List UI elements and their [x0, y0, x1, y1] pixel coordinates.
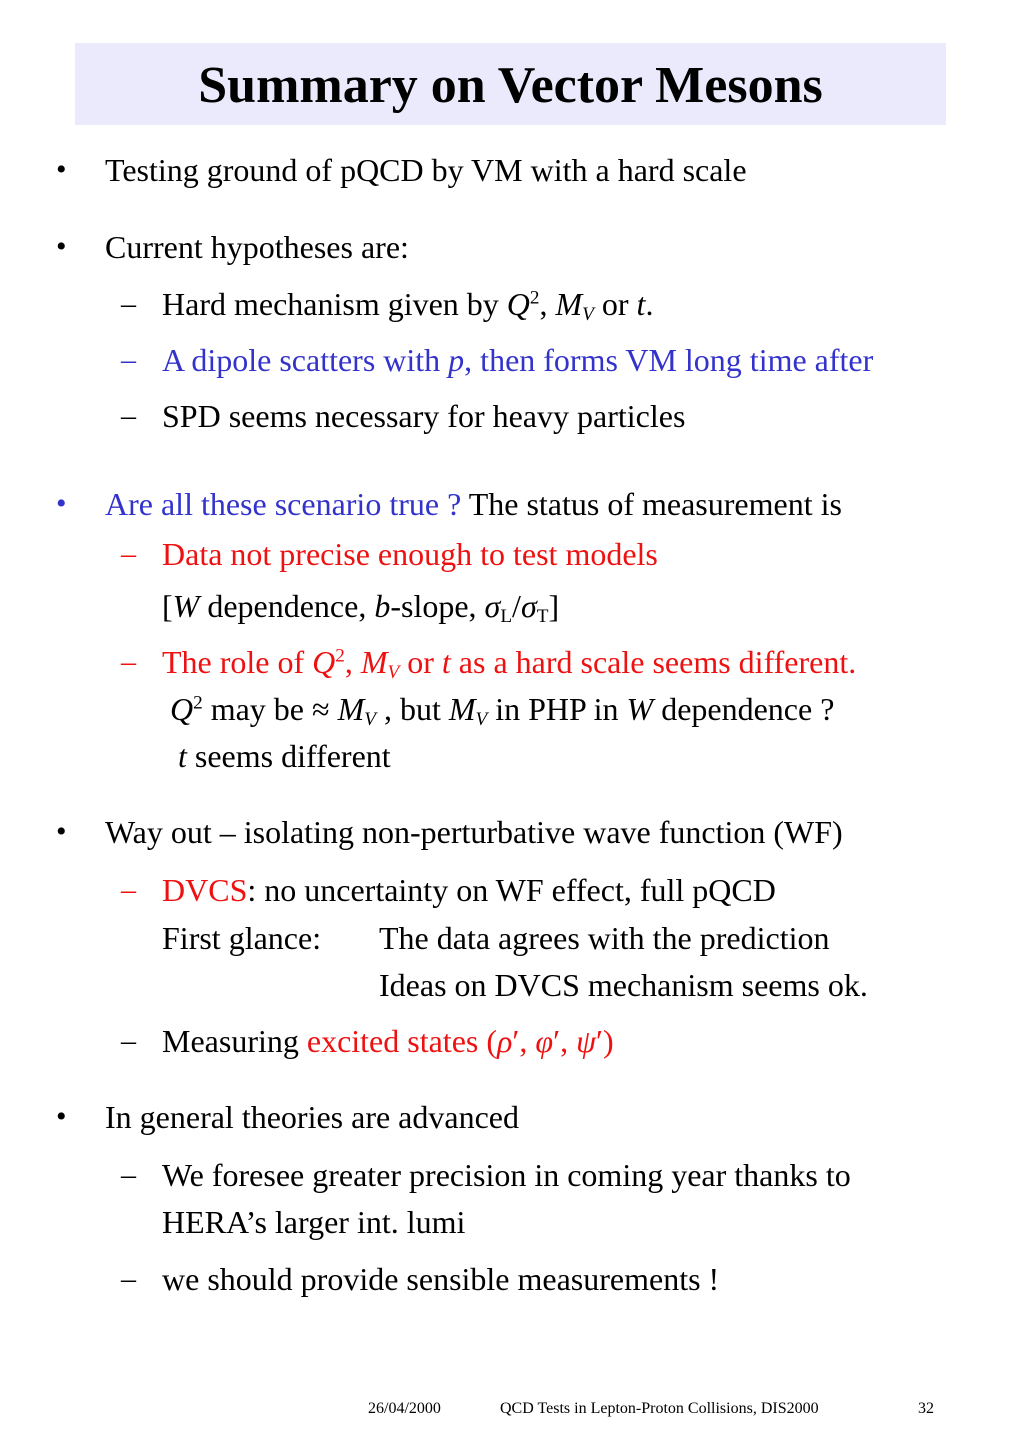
sub-data-not-precise-detail: [W dependence, b-slope, $\sigma_L/\sigma_T$] — [162, 588, 560, 627]
bullet-marker: • — [56, 1100, 67, 1133]
dash-marker: – — [121, 399, 136, 432]
dash-marker: – — [121, 287, 136, 320]
first-glance-label: First glance: — [162, 920, 322, 956]
footer-date: 26/04/2000 — [368, 1400, 441, 1417]
bullet-general-theories: In general theories are advanced — [105, 1099, 519, 1135]
sub-role-hard-scale-line3: t seems different — [178, 738, 391, 774]
bullet-marker: • — [56, 815, 67, 848]
bullet-marker: • — [56, 487, 67, 520]
bullet-current-hypotheses: Current hypotheses are: — [105, 229, 409, 265]
sub-greater-precision: We foresee greater precision in coming year thanks to — [162, 1157, 851, 1193]
sub-role-hard-scale: The role of $Q^2$, $M_V$ or t as a hard scale seems different. — [162, 644, 857, 683]
sub-data-not-precise: Data not precise enough to test models — [162, 536, 658, 572]
first-glance-line2: Ideas on DVCS mechanism seems ok. — [379, 967, 868, 1003]
slide-title: Summary on Vector Mesons — [198, 57, 823, 114]
sub-greater-precision-line2: HERA’s larger int. lumi — [162, 1204, 466, 1240]
bullet-testing-ground: Testing ground of pQCD by VM with a hard scale — [105, 152, 747, 188]
dash-marker: – — [121, 537, 136, 570]
dash-marker: – — [121, 1262, 136, 1295]
sub-dipole-scatters: A dipole scatters with p, then forms VM long time after — [162, 342, 874, 378]
dash-marker: – — [121, 873, 136, 906]
first-glance-line1: The data agrees with the prediction — [379, 920, 830, 956]
bullet-way-out: Way out – isolating non-perturbative wave function (WF) — [105, 814, 843, 850]
sub-excited-states: Measuring excited states (ρ′, φ′, ψ′) — [162, 1023, 614, 1059]
footer-event: QCD Tests in Lepton-Proton Collisions, DIS2000 — [500, 1400, 819, 1417]
sub-spd-necessary: SPD seems necessary for heavy particles — [162, 398, 686, 434]
bullet-marker: • — [56, 230, 67, 263]
bullet-marker: • — [56, 153, 67, 186]
title-banner — [75, 43, 946, 125]
sub-dvcs: DVCS: no uncertainty on WF effect, full pQCD — [162, 872, 776, 908]
sub-role-hard-scale-line2: $Q^2$ may be ≈ $M_V$ , but $M_V$ in PHP in W dependence ? — [170, 691, 835, 730]
footer-page-number: 32 — [918, 1400, 934, 1417]
bullet-scenario-true: Are all these scenario true ? The status of measurement is — [105, 486, 842, 522]
dash-marker: – — [121, 645, 136, 678]
dash-marker: – — [121, 343, 136, 376]
sub-sensible-measurements: we should provide sensible measurements ! — [162, 1261, 720, 1297]
dash-marker: – — [121, 1158, 136, 1191]
dash-marker: – — [121, 1024, 136, 1057]
sub-hard-mechanism: Hard mechanism given by $Q^2$, $M_V$ or t. — [162, 286, 654, 325]
